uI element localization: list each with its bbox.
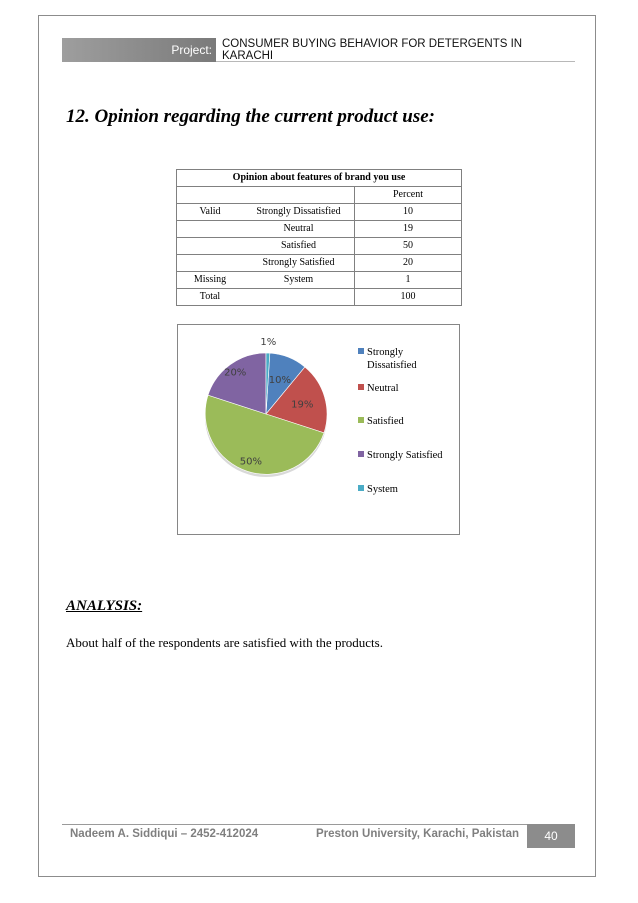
pie-data-label: 50% <box>239 456 263 468</box>
header-project-title: CONSUMER BUYING BEHAVIOR FOR DETERGENTS IN KARACHI <box>216 38 575 62</box>
table-row <box>177 204 462 221</box>
legend-label: System <box>367 484 398 495</box>
table-header-percent: Percent <box>355 187 462 204</box>
table-row <box>177 255 462 272</box>
pie-data-label: 1% <box>260 336 277 348</box>
page-header <box>62 38 575 62</box>
pie-chart <box>177 324 460 535</box>
table-cell-label: Strongly Satisfied <box>243 255 355 272</box>
legend-swatch <box>358 417 364 423</box>
footer-university: Preston University, Karachi, Pakistan <box>316 828 520 840</box>
legend-item <box>358 450 443 461</box>
table-cell-value: 20 <box>355 255 462 272</box>
pie-data-label: 20% <box>224 367 247 379</box>
legend-swatch <box>358 348 364 354</box>
frequency-table <box>176 169 462 306</box>
pie-chart-svg <box>178 325 461 536</box>
table-cell-group <box>177 238 244 255</box>
table-cell-group <box>177 255 244 272</box>
header-project-label: Project: <box>62 38 216 62</box>
table-header-blank <box>177 187 355 204</box>
legend-swatch <box>358 451 364 457</box>
legend-swatch <box>358 485 364 491</box>
analysis-heading: ANALYSIS: <box>66 598 143 614</box>
table-row <box>177 221 462 238</box>
table-cell-group: Total <box>177 289 244 306</box>
footer-divider <box>62 824 528 825</box>
legend-label: Neutral <box>367 383 399 394</box>
table-cell-value: 50 <box>355 238 462 255</box>
legend-swatch <box>358 384 364 390</box>
page-number: 40 <box>527 824 575 848</box>
legend-label: Satisfied <box>367 416 404 427</box>
section-heading: 12. Opinion regarding the current product use: <box>66 106 435 127</box>
table-row <box>177 289 462 306</box>
table-row <box>177 238 462 255</box>
table-cell-label <box>243 289 355 306</box>
table-row <box>177 272 462 289</box>
table-cell-value: 1 <box>355 272 462 289</box>
table-cell-value: 19 <box>355 221 462 238</box>
table-cell-group: Valid <box>177 204 244 221</box>
table-cell-group: Missing <box>177 272 244 289</box>
table-cell-label: Neutral <box>243 221 355 238</box>
table-cell-label: Satisfied <box>243 238 355 255</box>
legend-label: Strongly Satisfied <box>367 450 443 461</box>
pie-data-label: 10% <box>268 374 292 386</box>
legend-item <box>358 347 417 371</box>
pie-data-label: 19% <box>291 399 314 411</box>
legend-item <box>358 416 404 427</box>
legend-item <box>358 484 398 495</box>
table-cell-value: 100 <box>355 289 462 306</box>
legend-label: Dissatisfied <box>367 360 417 371</box>
legend-item <box>358 383 399 394</box>
legend-label: Strongly <box>367 347 404 358</box>
table-cell-label: Strongly Dissatisfied <box>243 204 355 221</box>
table-cell-value: 10 <box>355 204 462 221</box>
analysis-text: About half of the respondents are satisfied with the products. <box>66 635 383 650</box>
table-cell-label: System <box>243 272 355 289</box>
footer-author: Nadeem A. Siddiqui – 2452-412024 <box>70 828 259 840</box>
table-caption: Opinion about features of brand you use <box>177 170 462 187</box>
table-cell-group <box>177 221 244 238</box>
